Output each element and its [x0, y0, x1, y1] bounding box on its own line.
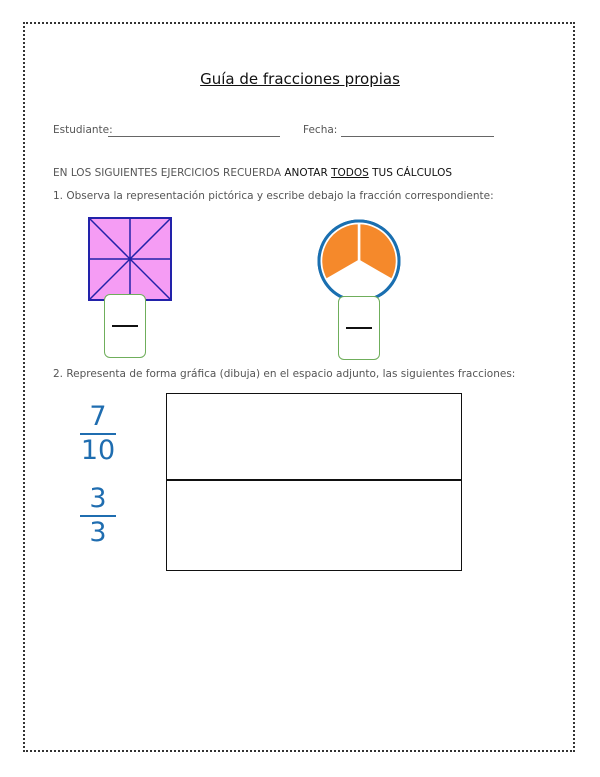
square-fraction-figure: [88, 217, 172, 301]
denominator: 3: [89, 517, 107, 548]
circle-fraction-figure: [317, 219, 401, 303]
question-2: 2. Representa de forma gráfica (dibuja) en el espacio adjunto, las siguientes fracciones:: [53, 368, 516, 380]
instruction-emph-todos: TODOS: [331, 167, 369, 179]
numerator: 7: [89, 401, 107, 432]
answer-box-square[interactable]: [104, 294, 146, 358]
instruction-line: [53, 167, 452, 179]
instruction-prefix: EN LOS SIGUIENTES EJERCICIOS RECUERDA: [53, 167, 285, 179]
answer-box-circle[interactable]: [338, 296, 380, 360]
drawing-box-2[interactable]: [166, 479, 462, 571]
date-blank[interactable]: [341, 136, 494, 137]
student-name-blank[interactable]: [108, 136, 280, 137]
fraction-bar: [112, 325, 138, 327]
fraction-7-10: [78, 402, 118, 466]
date-label: Fecha:: [303, 124, 338, 136]
page-title: Guía de fracciones propias: [200, 70, 400, 88]
fraction-3-3: [78, 484, 118, 548]
instruction-emph-calculos: TUS CÁLCULOS: [368, 167, 453, 179]
denominator: 10: [80, 435, 116, 466]
numerator: 3: [89, 483, 107, 514]
fraction-bar: [346, 327, 372, 329]
drawing-box-1[interactable]: [166, 393, 462, 481]
instruction-emph-anotar: ANOTAR: [284, 167, 332, 179]
student-label: Estudiante:: [53, 124, 113, 136]
question-1: 1. Observa la representación pictórica y escribe debajo la fracción correspondiente:: [53, 190, 494, 202]
